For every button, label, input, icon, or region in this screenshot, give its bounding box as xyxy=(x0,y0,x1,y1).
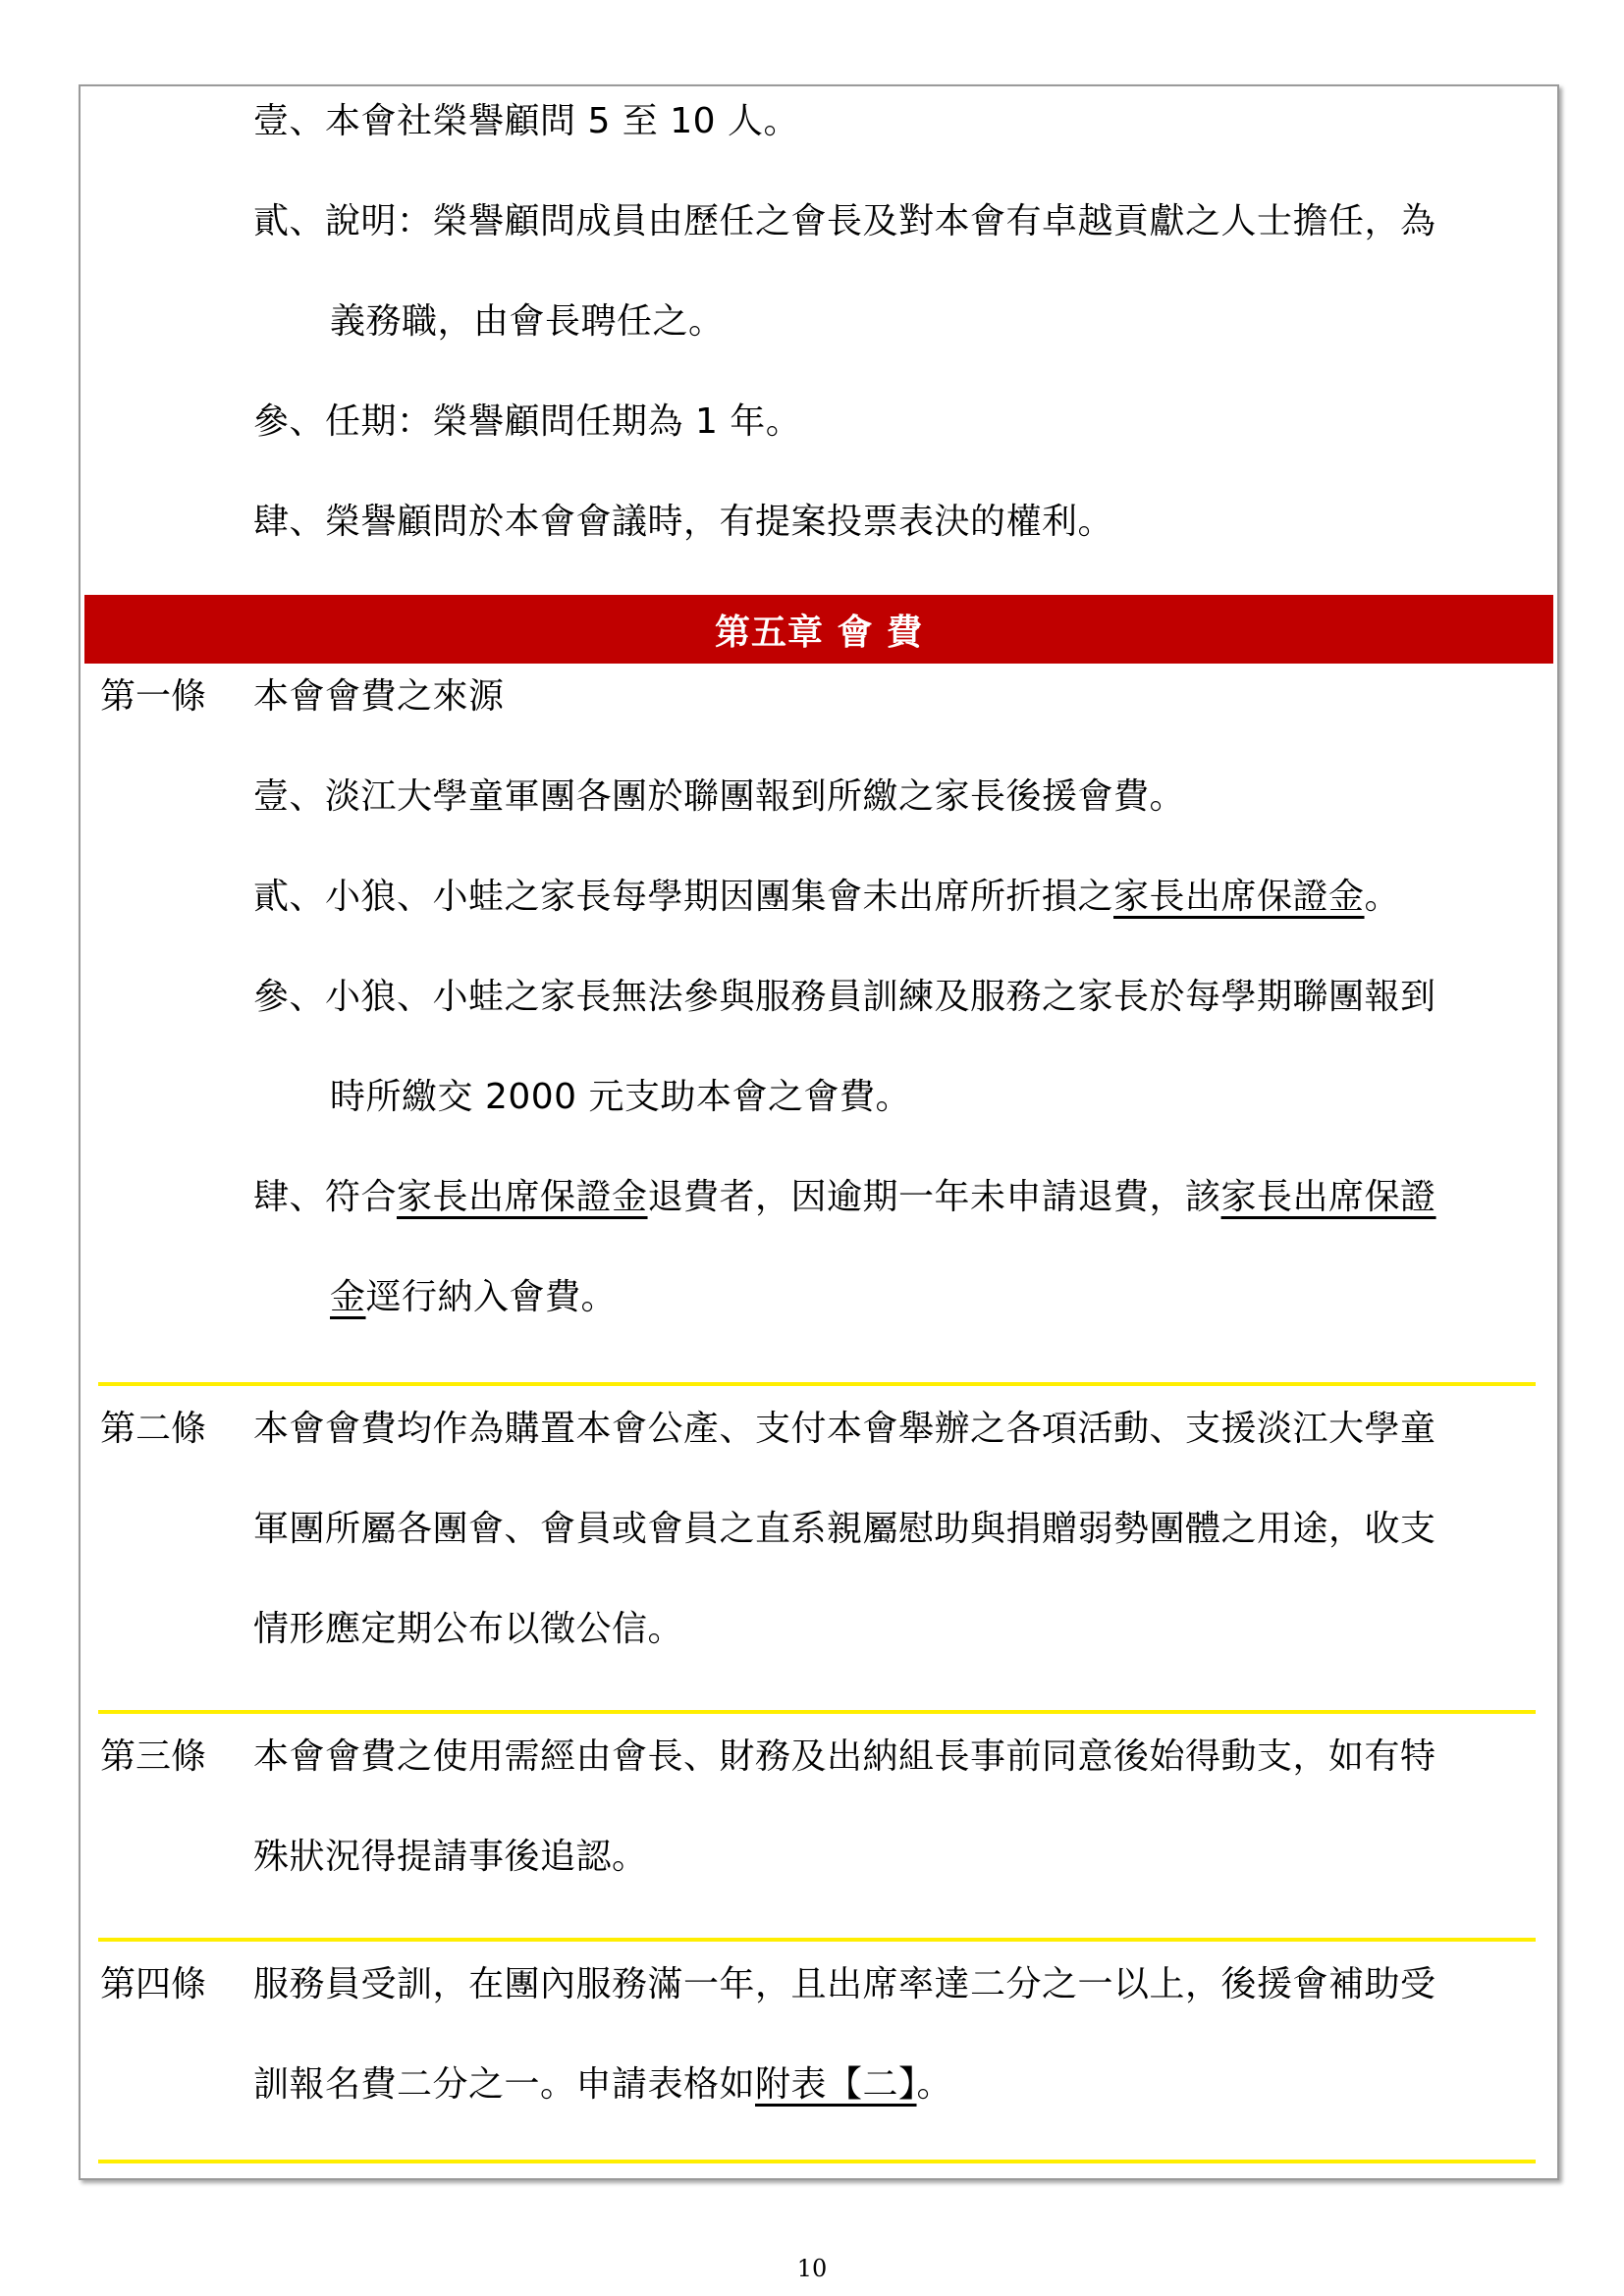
divider xyxy=(98,1710,1536,1714)
appendix-link[interactable]: 附表【二】 xyxy=(755,2064,917,2105)
chapter-5-heading: 第五章 會 費 xyxy=(84,595,1553,664)
article-4-line-2 xyxy=(253,2061,952,2109)
advisor-item-2: 貳、說明：榮譽顧問成員由歷任之會長及對本會有卓越貢獻之人士擔任，為 xyxy=(253,201,1436,241)
underlined-term: 家長出席保證 xyxy=(1220,1177,1436,1217)
article-1-item-4 xyxy=(253,1174,1436,1221)
article-3-label: 第三條 xyxy=(100,1736,207,1777)
divider xyxy=(98,1938,1536,1942)
article-3-line-1: 本會會費之使用需經由會長、財務及出納組長事前同意後始得動支，如有特 xyxy=(253,1736,1436,1777)
advisor-item-1: 壹、本會社榮譽顧問 5 至 10 人。 xyxy=(253,101,799,141)
text-span: 肆、符合 xyxy=(253,1177,398,1217)
article-1-heading: 本會會費之來源 xyxy=(253,676,505,717)
advisor-item-2-cont: 義務職，由會長聘任之。 xyxy=(330,301,725,342)
article-1-item-3: 參、小狼、小蛙之家長無法參與服務員訓練及服務之家長於每學期聯團報到 xyxy=(253,977,1436,1017)
text-span: 退費者，因逾期一年未申請退費，該 xyxy=(647,1177,1221,1217)
advisor-item-3: 參、任期：榮譽顧問任期為 1 年。 xyxy=(253,401,802,442)
text-span: 。 xyxy=(916,2064,953,2105)
text-span: 貳、小狼、小蛙之家長每學期因團集會未出席所折損之 xyxy=(253,877,1114,917)
text-span: 。 xyxy=(1364,877,1401,917)
text-span: 訓報名費二分之一。申請表格如 xyxy=(253,2064,756,2105)
page-number: 10 xyxy=(796,2255,828,2282)
article-1-item-4-cont xyxy=(330,1274,617,1321)
divider xyxy=(98,2160,1536,2163)
article-4-label: 第四條 xyxy=(100,1964,207,2004)
advisor-item-4: 肆、榮譽顧問於本會會議時，有提案投票表決的權利。 xyxy=(253,502,1114,542)
text-span: 逕行納入會費。 xyxy=(365,1277,618,1317)
article-2-line-2: 軍團所屬各團會、會員或會員之直系親屬慰助與捐贈弱勢團體之用途，收支 xyxy=(253,1509,1436,1549)
article-1-item-3-cont: 時所繳交 2000 元支助本會之會費。 xyxy=(330,1077,912,1117)
article-2-line-3: 情形應定期公布以徵公信。 xyxy=(253,1609,684,1649)
underlined-term: 家長出席保證金 xyxy=(397,1177,648,1217)
article-2-line-1: 本會會費均作為購置本會公產、支付本會舉辦之各項活動、支援淡江大學童 xyxy=(253,1409,1436,1449)
underlined-term: 金 xyxy=(330,1277,366,1317)
article-3-line-2: 殊狀況得提請事後追認。 xyxy=(253,1837,648,1877)
article-2-label: 第二條 xyxy=(100,1409,207,1449)
divider xyxy=(98,1382,1536,1386)
article-1-label: 第一條 xyxy=(100,676,207,717)
underlined-term: 家長出席保證金 xyxy=(1113,877,1365,917)
article-1-item-2 xyxy=(253,874,1400,921)
article-1-item-1: 壹、淡江大學童軍團各團於聯團報到所繳之家長後援會費。 xyxy=(253,776,1186,817)
article-4-line-1: 服務員受訓，在團內服務滿一年，且出席率達二分之一以上，後援會補助受 xyxy=(253,1964,1436,2004)
